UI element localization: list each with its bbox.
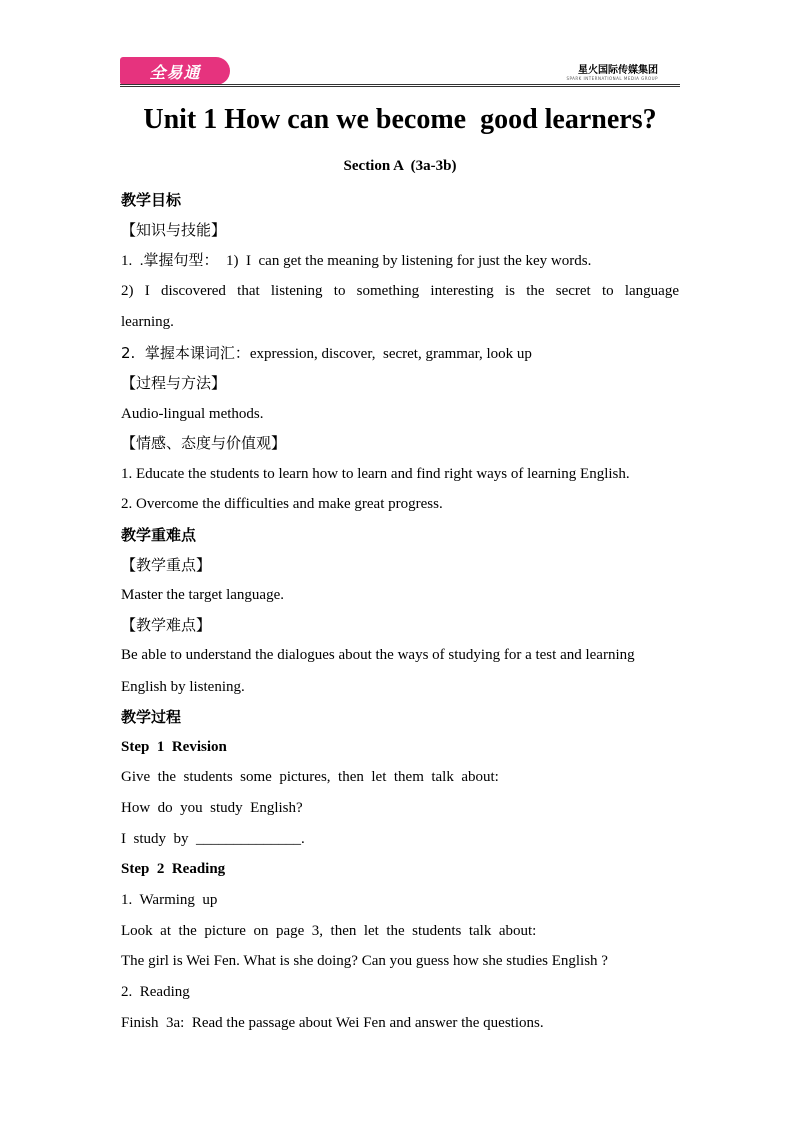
header-rule: [120, 84, 680, 85]
emotion-item-1: 1. Educate the students to learn how to learn and find right ways of learning English.: [121, 466, 630, 482]
step-1-line-c: I study by ______________.: [121, 831, 305, 847]
difficulty-text-1: Be able to understand the dialogues about the ways of studying for a test and learning: [121, 647, 635, 663]
process-text: Audio-lingual methods.: [121, 406, 264, 422]
step-2-line-c: Finish 3a: Read the passage about Wei Fen and answer the questions.: [121, 1015, 544, 1031]
difficulty-tag: 【教学难点】: [121, 616, 212, 634]
difficulty-text-2: English by listening.: [121, 679, 245, 695]
step-1-heading: Step 1 Revision: [121, 739, 227, 755]
step-2-line-a: Look at the picture on page 3, then let the students talk about:: [121, 923, 537, 939]
page-title: Unit 1 How can we become good learners?: [143, 104, 657, 135]
emotion-item-2: 2. Overcome the difficulties and make great progress.: [121, 496, 443, 512]
brand-name-en: SPARK INTERNATIONAL MEDIA GROUP: [566, 76, 658, 81]
heading-key-points: 教学重难点: [121, 526, 197, 544]
step-1-line-b: How do you study English?: [121, 800, 303, 816]
step-2-warming-up: 1. Warming up: [121, 892, 218, 908]
step-2-line-b: The girl is Wei Fen. What is she doing? Can you guess how she studies English ?: [121, 953, 608, 969]
item1-cn: 掌握句型：: [143, 251, 219, 269]
quanyitong-logo: [120, 57, 230, 85]
item2-en: expression, discover, secret, grammar, look up: [249, 346, 532, 362]
key-tag: 【教学重点】: [121, 556, 212, 574]
item1-en: 1) I can get the meaning by listening for just the key words.: [218, 253, 592, 269]
step-2-reading: 2. Reading: [121, 984, 190, 1000]
step-1-line-a: Give the students some pictures, then let them talk about:: [121, 769, 499, 785]
heading-objectives: 教学目标: [121, 191, 182, 209]
item1-prefix: 1. .: [121, 253, 144, 269]
publisher-brand: [566, 61, 658, 81]
key-text: Master the target language.: [121, 587, 284, 603]
objective-item-1-2-cont: learning.: [121, 314, 174, 330]
page-header: [120, 55, 680, 87]
logo-text: 全易通: [149, 62, 201, 82]
knowledge-tag: 【知识与技能】: [121, 221, 227, 239]
header-rule-secondary: [120, 86, 680, 87]
objective-item-1: [121, 250, 679, 271]
step-2-heading: Step 2 Reading: [121, 861, 226, 877]
heading-teaching-process: 教学过程: [121, 708, 182, 726]
emotion-tag: 【情感、态度与价值观】: [121, 434, 287, 452]
process-tag: 【过程与方法】: [121, 374, 227, 392]
objective-item-2: [121, 343, 679, 364]
section-subtitle: Section A (3a-3b): [343, 158, 457, 174]
objective-item-1-2: 2) I discovered that listening to something interesting is the secret to language: [121, 283, 679, 299]
brand-name-cn: 星火国际传媒集团: [578, 65, 658, 76]
item2-cn: 2. 掌握本课词汇：: [121, 344, 250, 362]
